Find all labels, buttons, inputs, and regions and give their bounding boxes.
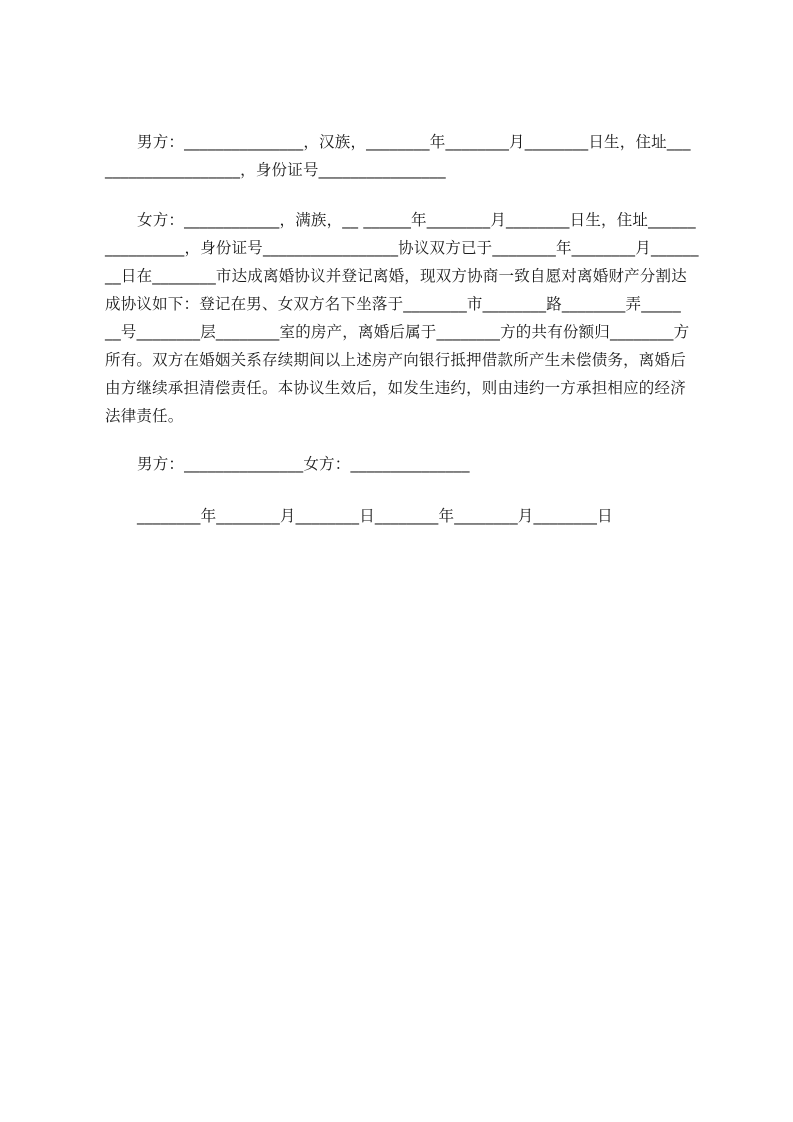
paragraph-line: __________，身份证号_________________协议双方已于________年________月______ (105, 239, 699, 257)
paragraph-line: 女方：____________，满族，__ ______年________月________日生，住址______ (137, 211, 696, 229)
paragraph-male-party (105, 128, 701, 184)
date-line: ________年________月________日________年________月________日 (137, 507, 613, 525)
paragraph-line: 法律责任。 (105, 407, 184, 425)
paragraph-line: __日在________市达成离婚协议并登记离婚，现双方协商一致自愿对离婚财产分割达 (105, 267, 687, 285)
signature-line: 男方：_______________女方：_______________ (137, 455, 470, 473)
date-section (105, 502, 701, 530)
paragraph-line: __号________层________室的房产，离婚后属于________方的共有份额归________方 (105, 323, 690, 341)
paragraph-female-party-agreement (105, 206, 701, 430)
paragraph-line: 男方：_______________，汉族，________年________月________日生，住址___ (137, 133, 691, 151)
signature-section (105, 450, 701, 478)
paragraph-line: 成协议如下：登记在男、女双方名下坐落于________市________路________弄_____ (105, 295, 681, 313)
paragraph-line: 由方继续承担清偿责任。本协议生效后，如发生违约，则由违约一方承担相应的经济 (105, 379, 686, 397)
paragraph-line: 所有。双方在婚姻关系存续期间以上述房产向银行抵押借款所产生未偿债务，离婚后 (105, 351, 686, 369)
paragraph-line: _________________，身份证号________________ (105, 161, 446, 179)
